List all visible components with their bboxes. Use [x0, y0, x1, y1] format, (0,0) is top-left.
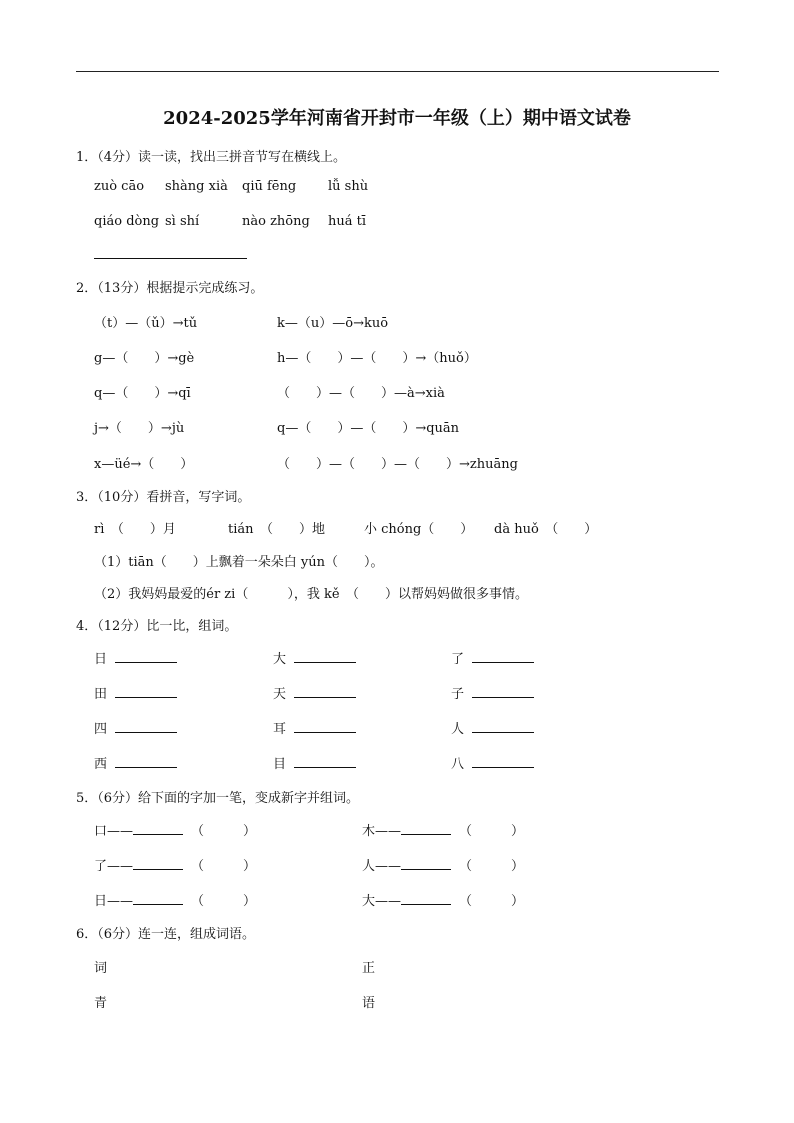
char: 西 [94, 757, 108, 772]
add-stroke-item [362, 890, 524, 909]
word-item [273, 718, 356, 737]
pinyin-word-item: rì （ ）月 [94, 522, 176, 537]
word-item [94, 753, 177, 772]
pinyin-item: nào zhōng [242, 214, 310, 229]
pinyin-item: shàng xià [165, 179, 228, 194]
word-item [94, 683, 177, 702]
answer-line[interactable] [115, 721, 177, 733]
match-item-left[interactable]: 青 [94, 996, 108, 1011]
add-stroke-item [94, 890, 256, 909]
pinyin-item: qiū fēng [242, 179, 297, 194]
word-item [451, 718, 534, 737]
question-6-stem: 6．（6分）连一连，组成词语。 [76, 927, 256, 942]
spelling-exercise: h—（ ）—（ ）→（huǒ） [277, 351, 477, 366]
match-item-right[interactable]: 正 [362, 961, 376, 976]
add-stroke-item [94, 855, 256, 874]
word-item [273, 753, 356, 772]
spelling-exercise: （ ）—（ ）—（ ）→zhuāng [277, 457, 518, 472]
answer-line[interactable] [472, 651, 534, 663]
word-item [94, 648, 177, 667]
sentence-item: （1）tiān（ ）上飘着一朵朵白 yún（ ）。 [94, 555, 384, 570]
answer-line[interactable] [472, 721, 534, 733]
answer-line[interactable] [115, 756, 177, 768]
question-1-stem: 1．（4分）读一读，找出三拼音节写在横线上。 [76, 150, 347, 165]
word-item [94, 718, 177, 737]
question-5-stem: 5．（6分）给下面的字加一笔，变成新字并组词。 [76, 791, 360, 806]
char-prompt: 口—— [94, 824, 134, 839]
spelling-exercise: （t）—（ǔ）→tǔ [94, 316, 198, 331]
char: 八 [451, 757, 465, 772]
word-item [273, 648, 356, 667]
answer-line[interactable] [294, 721, 356, 733]
answer-line[interactable] [472, 756, 534, 768]
answer-line[interactable] [94, 258, 247, 259]
add-stroke-item [94, 820, 256, 839]
answer-line[interactable] [401, 893, 451, 905]
spelling-exercise: q—（ ）→qī [94, 386, 191, 401]
answer-line[interactable] [133, 823, 183, 835]
answer-line[interactable] [294, 686, 356, 698]
char: 子 [451, 687, 465, 702]
page-title: 2024-2025学年河南省开封市一年级（上）期中语文试卷 [163, 108, 631, 129]
answer-paren[interactable]: （ ） [459, 859, 525, 874]
char-prompt: 人—— [362, 859, 402, 874]
add-stroke-item [362, 855, 524, 874]
sentence-item: （2）我妈妈最爱的ér zi（ ），我 kě （ ）以帮妈妈做很多事情。 [94, 587, 529, 602]
header-rule [76, 71, 719, 72]
answer-line[interactable] [294, 651, 356, 663]
add-stroke-item [362, 820, 524, 839]
word-item [451, 753, 534, 772]
answer-line[interactable] [133, 858, 183, 870]
answer-line[interactable] [115, 686, 177, 698]
answer-paren[interactable]: （ ） [191, 824, 257, 839]
pinyin-item: lǚ shù [328, 179, 369, 194]
char-prompt: 木—— [362, 824, 402, 839]
spelling-exercise: q—（ ）—（ ）→quān [277, 421, 460, 436]
answer-paren[interactable]: （ ） [191, 859, 257, 874]
spelling-exercise: k—（u）—ō→kuō [277, 316, 389, 331]
pinyin-item: huá tī [328, 214, 367, 229]
answer-paren[interactable]: （ ） [459, 824, 525, 839]
answer-line[interactable] [472, 686, 534, 698]
char-prompt: 日—— [94, 894, 134, 909]
word-item [451, 683, 534, 702]
answer-line[interactable] [133, 893, 183, 905]
char: 天 [273, 687, 287, 702]
char: 人 [451, 722, 465, 737]
question-3-stem: 3．（10分）看拼音，写字词。 [76, 490, 251, 505]
answer-line[interactable] [115, 651, 177, 663]
word-item [451, 648, 534, 667]
spelling-exercise: （ ）—（ ）—à→xià [277, 386, 445, 401]
answer-paren[interactable]: （ ） [459, 894, 525, 909]
question-2-stem: 2．（13分）根据提示完成练习。 [76, 281, 264, 296]
pinyin-word-item: tián （ ）地 [228, 522, 326, 537]
match-item-left[interactable]: 词 [94, 961, 108, 976]
answer-paren[interactable]: （ ） [191, 894, 257, 909]
spelling-exercise: g—（ ）→gè [94, 351, 195, 366]
char-prompt: 大—— [362, 894, 402, 909]
char: 耳 [273, 722, 287, 737]
answer-line[interactable] [401, 858, 451, 870]
char-prompt: 了—— [94, 859, 134, 874]
pinyin-word-item: 小 chóng（ ） [364, 522, 474, 537]
pinyin-item: sì shí [165, 214, 200, 229]
spelling-exercise: j→（ ）→jù [94, 421, 185, 436]
char: 田 [94, 687, 108, 702]
spelling-exercise: x—üé→（ ） [94, 457, 194, 472]
char: 大 [273, 652, 287, 667]
question-4-stem: 4．（12分）比一比，组词。 [76, 619, 238, 634]
word-item [273, 683, 356, 702]
pinyin-word-item: dà huǒ （ ） [494, 522, 598, 537]
match-item-right[interactable]: 语 [362, 996, 376, 1011]
answer-line[interactable] [294, 756, 356, 768]
char: 目 [273, 757, 287, 772]
pinyin-item: zuò cāo [94, 179, 145, 194]
char: 四 [94, 722, 108, 737]
pinyin-item: qiáo dòng [94, 214, 160, 229]
char: 日 [94, 652, 108, 667]
char: 了 [451, 652, 465, 667]
answer-line[interactable] [401, 823, 451, 835]
